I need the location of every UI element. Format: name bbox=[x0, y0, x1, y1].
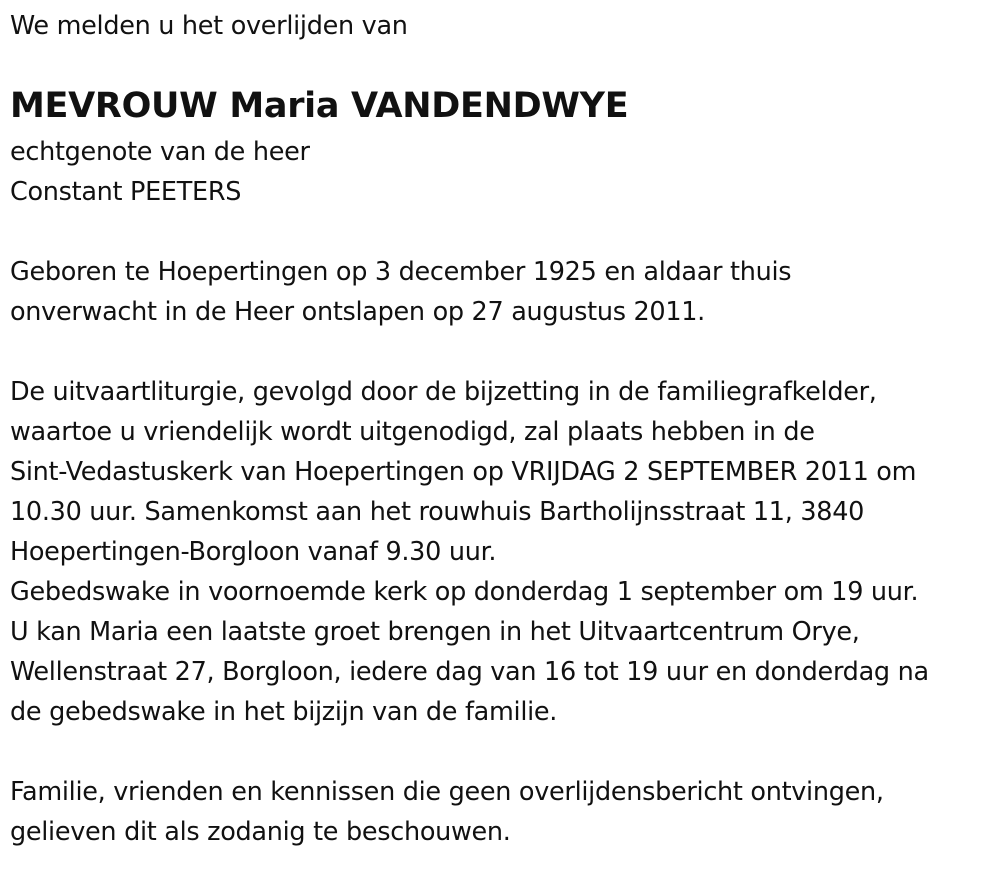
spacer bbox=[10, 332, 995, 372]
funeral-line: De uitvaartliturgie, gevolgd door de bijzetting in de familiegrafkelder, bbox=[10, 377, 877, 407]
funeral-line: Hoepertingen-Borgloon vanaf 9.30 uur. bbox=[10, 537, 497, 567]
birth-line: Geboren te Hoepertingen op 3 december 1925 en aldaar thuis bbox=[10, 257, 792, 287]
birth-section bbox=[10, 252, 995, 332]
intro-text: We melden u het overlijden van bbox=[10, 11, 408, 41]
funeral-line: Sint-Vedastuskerk van Hoepertingen op VRIJDAG 2 SEPTEMBER 2011 om bbox=[10, 457, 917, 487]
visitation-line: de gebedswake in het bijzijn van de familie. bbox=[10, 697, 558, 727]
closing-line: gelieven dit als zodanig te beschouwen. bbox=[10, 817, 511, 847]
closing-line: Familie, vrienden en kennissen die geen overlijdensbericht ontvingen, bbox=[10, 777, 884, 807]
spouse-line: echtgenote van de heer bbox=[10, 137, 310, 167]
closing-section bbox=[10, 772, 995, 852]
funeral-section bbox=[10, 372, 995, 732]
visitation-line: U kan Maria een laatste groet brengen in het Uitvaartcentrum Orye, bbox=[10, 617, 860, 647]
deceased-name: MEVROUW Maria VANDENDWYE bbox=[10, 86, 629, 126]
birth-line: onverwacht in de Heer ontslapen op 27 augustus 2011. bbox=[10, 297, 705, 327]
spouse-section bbox=[10, 132, 995, 212]
death-notice bbox=[10, 6, 995, 852]
visitation-line: Wellenstraat 27, Borgloon, iedere dag van 16 tot 19 uur en donderdag na bbox=[10, 657, 929, 687]
spouse-line: Constant PEETERS bbox=[10, 177, 242, 207]
wake-line: Gebedswake in voornoemde kerk op donderdag 1 september om 19 uur. bbox=[10, 577, 919, 607]
spacer bbox=[10, 732, 995, 772]
funeral-line: 10.30 uur. Samenkomst aan het rouwhuis Bartholijnsstraat 11, 3840 bbox=[10, 497, 865, 527]
spacer bbox=[10, 212, 995, 252]
funeral-line: waartoe u vriendelijk wordt uitgenodigd, zal plaats hebben in de bbox=[10, 417, 815, 447]
